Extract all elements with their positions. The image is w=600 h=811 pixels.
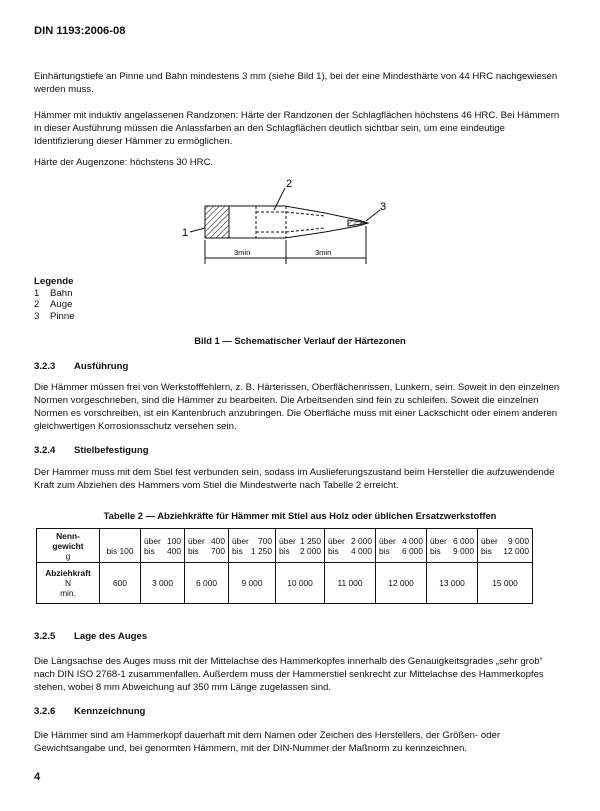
section-text-3-2-3: Die Hämmer müssen frei von Werkstofffehlern, z. B. Härterissen, Oberflächenrissen, Lunkern, sein. Soweit in den einzelnen Normen vorgeschrieben, sind die Hämmer zu bearbeiten. Die Arbeitsenden sind fein zu schleifen. Soweit die einzelnen Normen es vorschreiben, ist ein Kantenbruch anzubringen. Die Oberfläche muss mit einer Lackschicht oder einem anderen gleichwertigen Korrosionsschutz versehen sein. xyxy=(34,382,560,432)
section-text-3-2-4: Der Hammer muss mit dem Stiel fest verbunden sein, sodass im Auslieferungszustand beim Hersteller die aufzuwendende Kraft zum Abziehen des Hammers vom Stiel die Mindestwerte nach Tabelle 2 erreicht. xyxy=(34,467,555,491)
legend-item: 3 Pinne xyxy=(34,310,75,322)
table-cell-force: 11 000 xyxy=(325,563,376,604)
paragraph-hardening-depth: Einhärtungstiefe an Pinne und Bahn mindestens 3 mm (siehe Bild 1), bei der eine Mindesthärte von 44 HRC nachgewiesen werden muss. xyxy=(34,71,558,95)
hardness-zone-diagram xyxy=(170,176,400,268)
figure-label-1: 1 xyxy=(182,227,189,239)
table-cell-force: 13 000 xyxy=(427,563,478,604)
section-text-3-2-6: Die Hämmer sind am Hammerkopf dauerhaft mit dem Namen oder Zeichen des Herstellers, der Größen- oder Gewichtsangabe und, bei genormten Hämmern, mit der DIN-Nummer der Maßnorm zu kennzeichnen. xyxy=(34,730,501,754)
table-cell-range: über 4 000 bis 6 000 xyxy=(376,529,427,563)
table-row xyxy=(37,563,533,604)
legend-item: 2 Auge xyxy=(34,299,73,310)
table-header-nominal-weight: Nenn- gewicht g xyxy=(37,529,100,563)
legend-title: Legende xyxy=(34,276,74,287)
figure-caption: Bild 1 — Schematischer Verlauf der Härtezonen xyxy=(194,335,406,346)
table-cell-range: über 400 bis 700 xyxy=(185,529,229,563)
page-number: 4 xyxy=(34,771,41,783)
legend xyxy=(34,276,75,322)
section-heading-3-2-4: 3.2.4 Stielbefestigung xyxy=(34,445,149,456)
figure-label-3: 3 xyxy=(380,201,387,213)
table-cell-range: bis 100 xyxy=(100,529,141,563)
section-heading-3-2-5: 3.2.5 Lage des Auges xyxy=(34,631,148,642)
table-cell-range: über 1 250 bis 2 000 xyxy=(276,529,325,563)
table-cell-range: über 2 000 bis 4 000 xyxy=(325,529,376,563)
table-cell-force: 10 000 xyxy=(276,563,325,604)
legend-item: 1 Bahn xyxy=(34,287,73,299)
dimension-label-bahn: 3min xyxy=(234,248,251,257)
table-cell-range: über 700 bis 1 250 xyxy=(229,529,276,563)
table-cell-range: über 100 bis 400 xyxy=(141,529,185,563)
section-text-3-2-5: Die Längsachse des Auges muss mit der Mittelachse des Hammerkopfes innerhalb des Genauigkeitsgrades „sehr grob“ nach DIN ISO 2768-1 zusammenfallen. Außerdem muss der Hammerstiel senkrecht zur Mittelachse des Hammerkopfes stehen, wobei 8 mm Abweichung auf 350 mm Länge zugelassen sind. xyxy=(34,656,544,693)
table-cell-force: 15 000 xyxy=(478,563,533,604)
paragraph-induction-tempered: Hämmer mit induktiv angelassenen Randzonen: Härte der Randzonen der Schlagflächen höchstens 46 HRC. Bei Hämmern in dieser Ausführung müssen die Anlassfarben an den Schlagflächen deutlich sichtbar sein, um eine eindeutige Identifizierung dieser Hämmer zu ermöglichen. xyxy=(34,110,560,147)
table-row xyxy=(37,529,533,563)
figure-label-2: 2 xyxy=(286,178,293,190)
section-heading-3-2-6: 3.2.6 Kennzeichnung xyxy=(34,706,146,717)
table-cell-range: über 6 000 bis 9 000 xyxy=(427,529,478,563)
section-heading-3-2-3: 3.2.3 Ausführung xyxy=(34,361,129,372)
dimension-label-pinne: 3min xyxy=(315,248,332,257)
table-header-pull-off-force: Abziehkraft N min. xyxy=(37,563,100,604)
pull-off-force-table xyxy=(36,528,533,604)
table-cell-force: 6 000 xyxy=(185,563,229,604)
document-id: DIN 1193:2006-08 xyxy=(34,25,126,37)
table-cell-force: 12 000 xyxy=(376,563,427,604)
table-cell-range: über 9 000 bis 12 000 xyxy=(478,529,533,563)
table-cell-force: 600 xyxy=(100,563,141,604)
table-cell-force: 3 000 xyxy=(141,563,185,604)
table-cell-force: 9 000 xyxy=(229,563,276,604)
table-caption: Tabelle 2 — Abziehkräfte für Hämmer mit Stiel aus Holz oder üblichen Ersatzwerkstoffen xyxy=(103,510,497,521)
paragraph-eye-zone-hardness: Härte der Augenzone: höchstens 30 HRC. xyxy=(34,157,214,168)
